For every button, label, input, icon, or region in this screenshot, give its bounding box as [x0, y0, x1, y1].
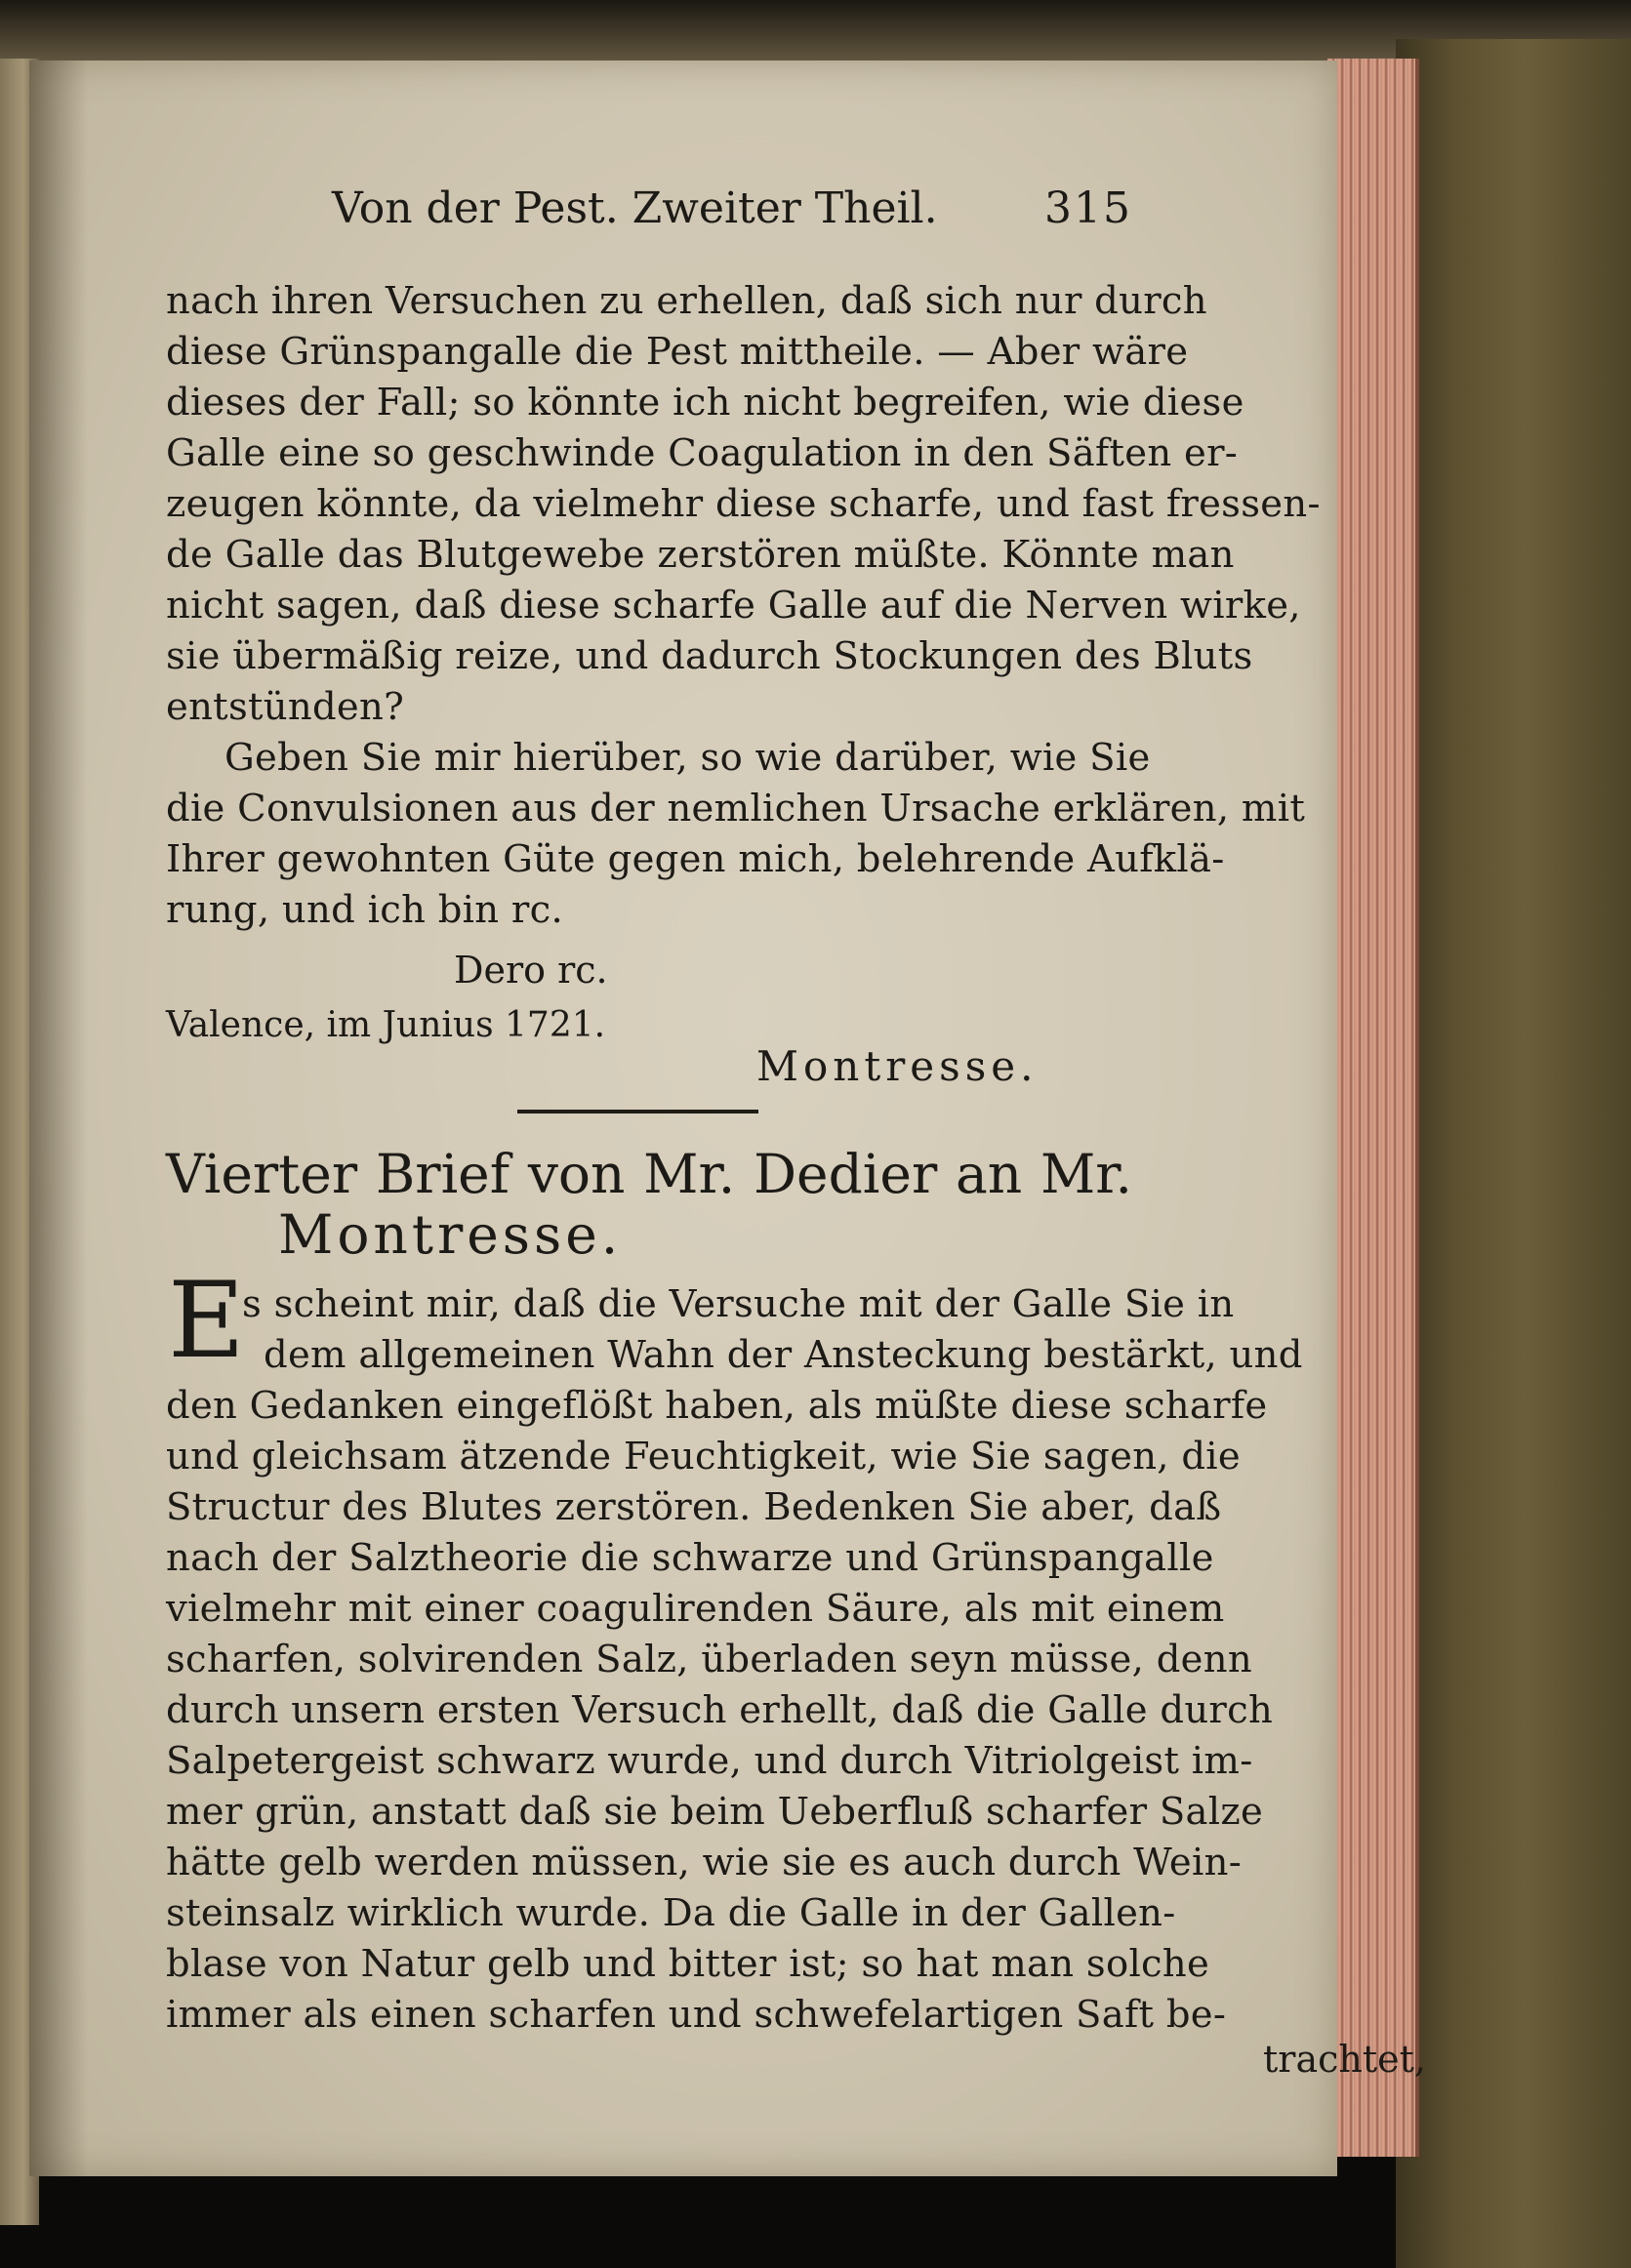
text-line: Structur des Blutes zerstören. Bedenken Sie aber, daß: [166, 1485, 1222, 1529]
text-line: Salpetergeist schwarz wurde, und durch Vitriolgeist im-: [166, 1739, 1253, 1783]
text-line: diese Grünspangalle die Pest mittheile. — Aber wäre: [166, 330, 1189, 374]
text-line: scharfen, solvirenden Salz, überladen seyn müsse, denn: [166, 1638, 1252, 1681]
text-line: die Convulsionen aus der nemlichen Ursache erklären, mit: [166, 787, 1306, 830]
text-line: s scheint mir, daß die Versuche mit der Galle Sie in: [242, 1282, 1235, 1326]
running-title: Von der Pest. Zweiter Theil.: [332, 183, 938, 233]
text-line: Galle eine so geschwinde Coagulation in den Säften er-: [166, 431, 1239, 475]
section-divider: [517, 1110, 758, 1114]
text-line: zeugen könnte, da vielmehr diese scharfe, und fast fressen-: [166, 482, 1321, 526]
text-line: mer grün, anstatt daß sie beim Ueberfluß scharfer Salze: [166, 1790, 1264, 1834]
text-line: immer als einen scharfen und schwefelartigen Saft be-: [166, 1993, 1227, 2037]
page-edges: [1327, 59, 1419, 2157]
page-gutter-shadow: [29, 61, 88, 2176]
text-line: nach ihren Versuchen zu erhellen, daß sich nur durch: [166, 279, 1207, 323]
place-date: Valence, im Junius 1721.: [166, 1005, 606, 1045]
text-line: und gleichsam ätzende Feuchtigkeit, wie Sie sagen, die: [166, 1435, 1242, 1478]
drop-cap: E: [168, 1260, 245, 1382]
page-header: [332, 183, 1132, 242]
text-line: rung, und ich bin rc.: [166, 888, 563, 932]
letter-heading: Vierter Brief von Mr. Dedier an Mr.: [166, 1143, 1132, 1205]
text-line: Geben Sie mir hierüber, so wie darüber, wie Sie: [224, 736, 1151, 780]
page-number: 315: [1044, 183, 1132, 233]
text-line: steinsalz wirklich wurde. Da die Galle in der Gallen-: [166, 1891, 1176, 1935]
book-cover-right: [1396, 39, 1631, 2268]
text-line: Ihrer gewohnten Güte gegen mich, belehrende Aufklä-: [166, 837, 1225, 881]
signature: Montresse.: [756, 1042, 1039, 1090]
text-line: dem allgemeinen Wahn der Ansteckung bestärkt, und: [264, 1333, 1303, 1377]
text-line: de Galle das Blutgewebe zerstören müßte. Könnte man: [166, 533, 1235, 577]
closing-formula: Dero rc.: [454, 949, 608, 992]
text-line: nicht sagen, daß diese scharfe Galle auf die Nerven wirke,: [166, 584, 1301, 628]
letter-heading-continued: Montresse.: [278, 1203, 623, 1266]
text-line: sie übermäßig reize, und dadurch Stockungen des Bluts: [166, 634, 1253, 678]
text-line: hätte gelb werden müssen, wie sie es auch durch Wein-: [166, 1841, 1243, 1884]
text-line: den Gedanken eingeflößt haben, als müßte diese scharfe: [166, 1384, 1268, 1428]
catchword: trachtet,: [1263, 2038, 1426, 2081]
text-line: blase von Natur gelb und bitter ist; so hat man solche: [166, 1942, 1210, 1986]
text-line: entstünden?: [166, 685, 405, 729]
text-line: dieses der Fall; so könnte ich nicht begreifen, wie diese: [166, 381, 1244, 425]
text-line: vielmehr mit einer coagulirenden Säure, als mit einem: [166, 1587, 1225, 1631]
text-line: durch unsern ersten Versuch erhellt, daß die Galle durch: [166, 1688, 1274, 1732]
text-line: nach der Salztheorie die schwarze und Grünspangalle: [166, 1536, 1214, 1580]
